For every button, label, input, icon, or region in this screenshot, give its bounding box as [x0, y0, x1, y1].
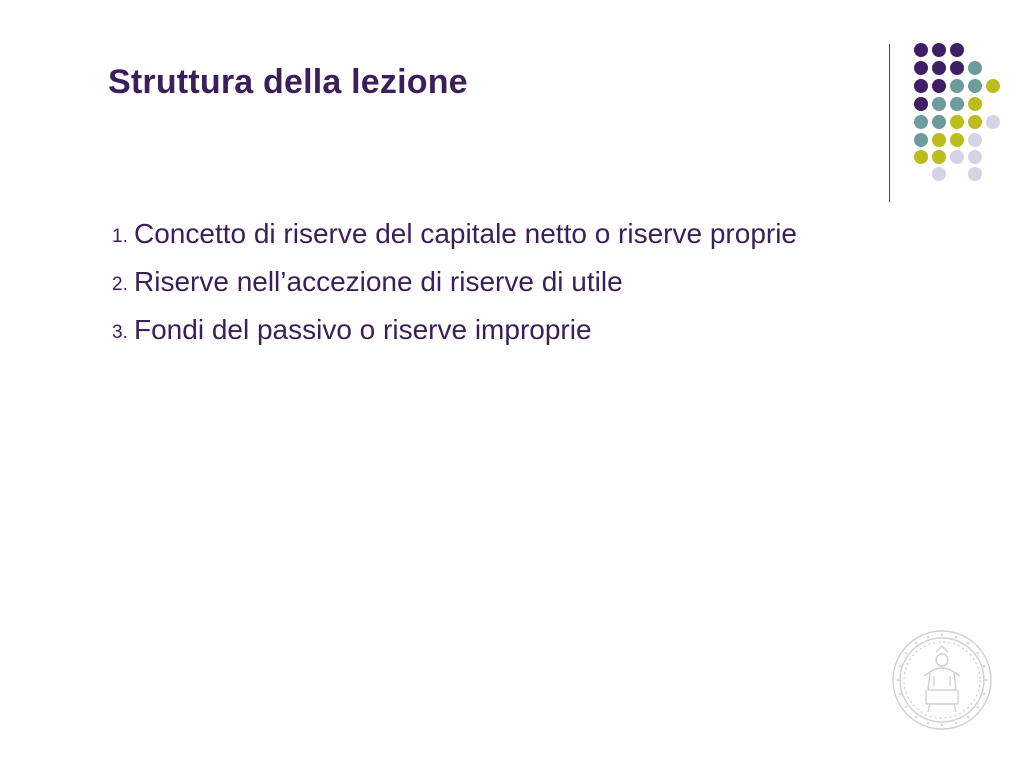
dot	[968, 167, 982, 181]
slide-title: Struttura della lezione	[108, 63, 468, 101]
agenda-item	[112, 313, 812, 347]
decorative-dot-grid	[0, 0, 1024, 200]
dot	[950, 115, 964, 129]
dot	[968, 61, 982, 75]
agenda-list	[112, 217, 812, 361]
dot	[914, 61, 928, 75]
dot	[914, 150, 928, 164]
dot	[932, 61, 946, 75]
agenda-item	[112, 217, 812, 251]
dot	[986, 79, 1000, 93]
dot	[968, 150, 982, 164]
agenda-item-number: 3.	[112, 322, 128, 343]
agenda-item-number: 1.	[112, 226, 128, 247]
agenda-item-number: 2.	[112, 274, 128, 295]
dot	[968, 97, 982, 111]
agenda-item-text: Riserve nell’accezione di riserve di utile	[134, 266, 623, 297]
dot	[914, 133, 928, 147]
dot	[932, 115, 946, 129]
dot	[932, 43, 946, 57]
dot	[968, 115, 982, 129]
agenda-item-text: Fondi del passivo o riserve improprie	[134, 314, 592, 345]
dot	[932, 79, 946, 93]
dot	[932, 150, 946, 164]
dot	[968, 133, 982, 147]
dot	[950, 133, 964, 147]
dot	[914, 79, 928, 93]
dot	[968, 79, 982, 93]
university-seal-icon	[890, 628, 994, 732]
agenda-item	[112, 265, 812, 299]
dot	[932, 167, 946, 181]
dot	[950, 150, 964, 164]
dot	[950, 43, 964, 57]
dot	[932, 97, 946, 111]
dot	[932, 133, 946, 147]
agenda-item-text: Concetto di riserve del capitale netto o riserve proprie	[134, 218, 798, 249]
dot	[914, 43, 928, 57]
dot	[914, 115, 928, 129]
dot	[914, 97, 928, 111]
dot	[986, 115, 1000, 129]
dot	[950, 79, 964, 93]
dot	[950, 97, 964, 111]
dot	[950, 61, 964, 75]
